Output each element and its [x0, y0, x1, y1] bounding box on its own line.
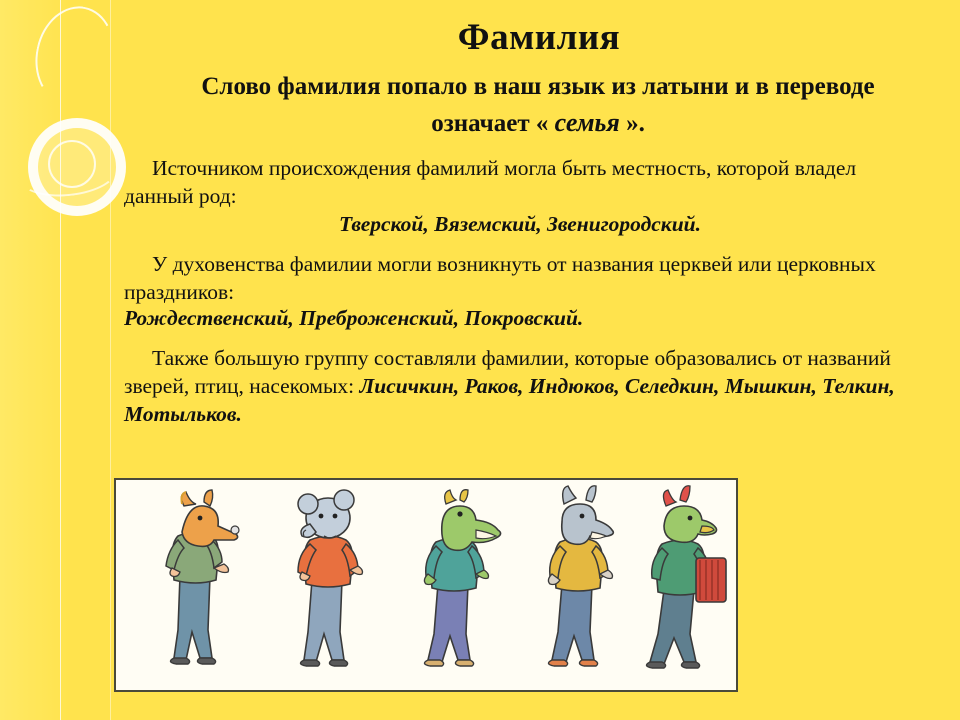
paragraph-origin-locality: Источником происхождения фамилий могла быть местность, которой владел данный род: — [124, 156, 857, 208]
page-title: Фамилия — [457, 17, 621, 58]
decorative-swirl-arc-icon — [26, 0, 123, 113]
paragraph-origin-animals — [124, 345, 916, 428]
examples-origin-locality: Тверской, Вяземский, Звенигородский. — [339, 212, 701, 237]
examples-origin-clergy: Рождественский, Преброженский, Покровский. — [124, 306, 584, 331]
illustration-frame — [114, 478, 738, 692]
paragraph-origin-clergy: У духовенства фамилии могли возникнуть от названия церквей или церковных праздников: — [124, 252, 876, 304]
lead-text-before: Слово фамилия попало в наш язык из латыни и в переводе означает « — [201, 73, 875, 137]
paragraph-origin-animals-text: Также большую группу составляли фамилии, которые образовались от названий зверей, птиц, насекомых: — [124, 346, 891, 398]
decorative-line-2 — [110, 0, 111, 720]
lead-definition — [158, 69, 918, 141]
lead-keyword: семья — [554, 107, 620, 137]
decorative-left-band — [0, 0, 118, 720]
decorative-line-1 — [60, 0, 61, 720]
illustration-characters — [116, 480, 736, 690]
lead-text-after: ». — [619, 109, 645, 137]
examples-origin-animals: Лисичкин, Раков, Индюков, Селедкин, Мышкин, Телкин, Мотыльков. — [124, 373, 895, 426]
